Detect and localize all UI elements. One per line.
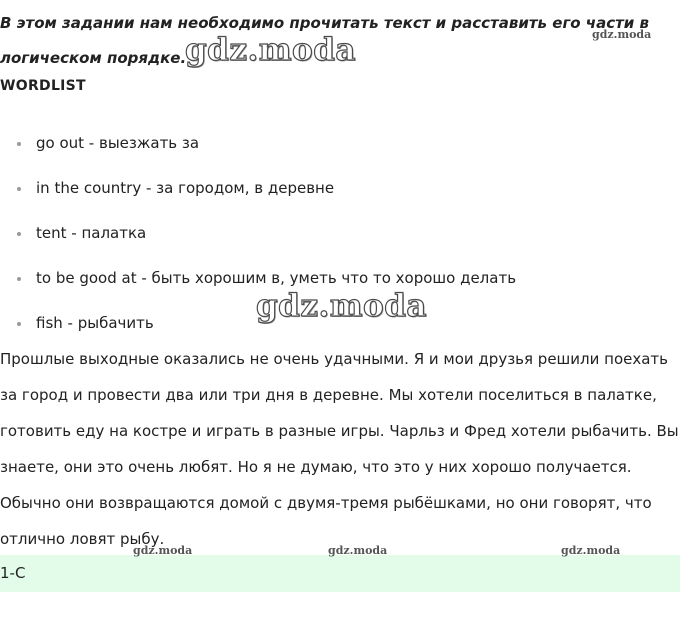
list-item-text: tent - палатка bbox=[36, 224, 147, 242]
list-item bbox=[0, 216, 516, 261]
watermark-logo: gdz.moda bbox=[561, 544, 621, 557]
story-paragraph: Прошлые выходные оказались не очень удачными. Я и мои друзья решили поехать за город и провести два или три дня в деревне. Мы хотели поселиться в палатке, готовить еду на костре и играть в разные игры. Чарльз и Фред хотели рыбачить. Вы знаете, они это очень любят. Но я не думаю, что это у них хорошо получается. Обычно они возвращаются домой с двумя-тремя рыбёшками, но они говорят, что отлично ловят рыбу. bbox=[0, 350, 679, 548]
answer-text: 1-C bbox=[0, 564, 26, 582]
bullet-icon bbox=[17, 187, 21, 191]
bullet-icon bbox=[17, 322, 21, 326]
bullet-icon bbox=[17, 232, 21, 236]
list-item-text: to be good at - быть хорошим в, уметь что то хорошо делать bbox=[36, 269, 517, 287]
bullet-icon bbox=[17, 142, 21, 146]
watermark-logo: gdz.moda bbox=[185, 32, 356, 68]
list-item bbox=[0, 171, 516, 216]
watermark-logo: gdz.moda bbox=[592, 28, 652, 41]
answer-bar bbox=[0, 555, 680, 592]
bullet-icon bbox=[17, 277, 21, 281]
wordlist-heading: WORDLIST bbox=[0, 78, 86, 94]
intro-text: В этом задании нам необходимо прочитать текст и расставить его части в логическом порядке. bbox=[0, 14, 650, 67]
watermark-logo: gdz.moda bbox=[133, 544, 193, 557]
watermark-logo: gdz.moda bbox=[328, 544, 388, 557]
list-item-text: go out - выезжать за bbox=[36, 134, 200, 152]
watermark-logo: gdz.moda bbox=[256, 288, 427, 324]
list-item bbox=[0, 126, 516, 171]
list-item-text: in the country - за городом, в деревне bbox=[36, 179, 335, 197]
list-item-text: fish - рыбачить bbox=[36, 314, 154, 332]
